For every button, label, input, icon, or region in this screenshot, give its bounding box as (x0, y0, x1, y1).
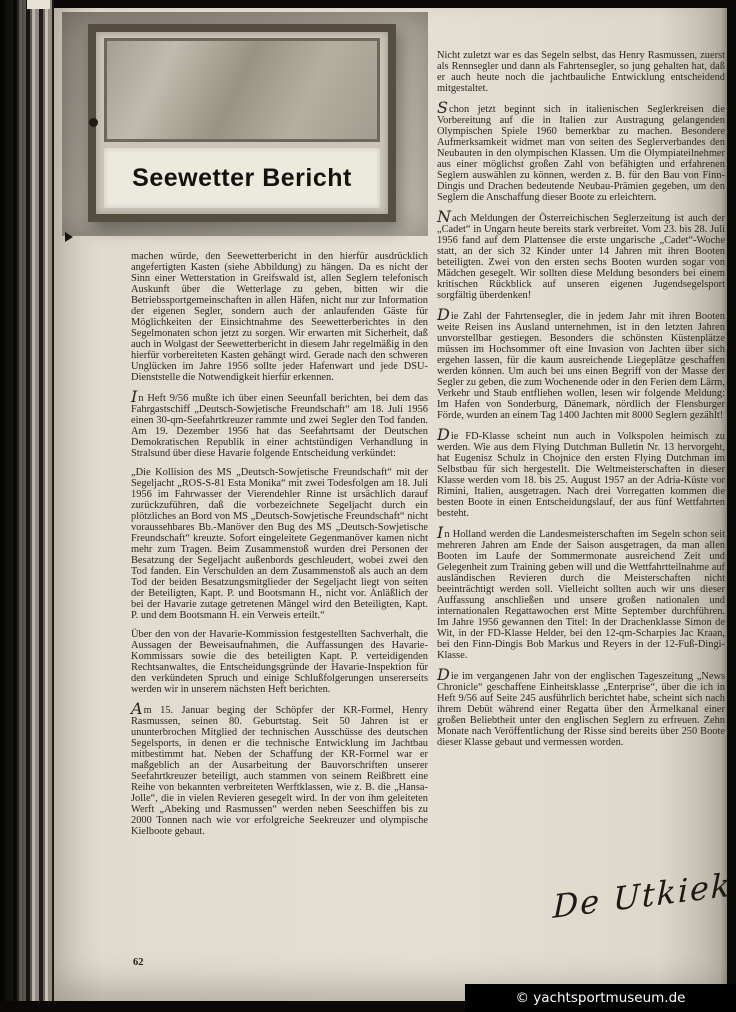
paragraph: Nicht zuletzt war es das Segeln selbst, das Henry Rasmussen, zuerst als Rennsegler und dann als Fahrtensegler, so jung gehalten hat, daß er auch heute noch die jachtbauliche Entwicklung entscheidend mitgestaltet. (437, 50, 725, 94)
drop-cap: S (437, 98, 448, 117)
drop-cap: I (437, 523, 444, 542)
paragraph: „Die Kollision des MS „Deutsch-Sowjetische Freundschaft“ mit der Segeljacht „ROS-S-81 Esta Monika“ mit zwei Todesfolgen am 18. Juli 1956 im Fahrwasser der Vierendehler Rinne ist ursächlich darauf zurückzuführen, daß die vorbezeichnete Segeljacht durch ein plötzliches an Bord von MS „Deutsch-Sowjetische Freundschaft“ nicht voraussehbares Bb.-Manöver den Bug des MS „Deutsch-Sowjetische Freundschaft“ kreuzte. Sofort eingeleitete Gegenmanöver kamen nicht mehr zum Tragen. Beim Zusammenstoß wurden drei Personen der Besatzung der Segeljacht außenbords geschleudert, wobei zwei den Tod fanden. Ein Verschulden an dem Zusammenstoß als auch an dem Tod der beiden Besatzungsmitglieder der Segeljacht liegt von seiten der Beteiligten, Kapt. P. und Bootsmann H., nicht vor. Anläßlich der bei der Havarie zutage getretenen Mängel wird den Beteiligten, Kapt. P. und dem Bootsmann H. ein Verweis erteilt.“ (131, 467, 428, 621)
seewetter-photo (62, 12, 428, 236)
magazine-page (54, 8, 733, 1002)
drop-cap: A (131, 699, 143, 718)
paragraph: In Heft 9/56 mußte ich über einen Seeunfall berichten, bei dem das Fahrgastschiff „Deutsch-Sowjetische Freundschaft“ am 18. Juli 1956 einen 30-qm-Seefahrtkreuzer rammte und zwei Segler den Tod fanden. Am 19. Dezember 1956 hat das Seefahrtsamt der Deutschen Demokratischen Republik in einer achtstündigen Verhandlung in Stralsund über diese Havarie folgende Entscheidung verkündet: (131, 387, 428, 459)
seewetter-box (88, 24, 396, 222)
drop-cap: I (131, 387, 138, 406)
paragraph: Über den von der Havarie-Kommission festgestellten Sachverhalt, die Aussagen der Beweisaufnahmen, die Auffassungen des Havarie-Kommissars sowie die des beteiligten Kapt. P. verteidigenden Rechtsanwaltes, die Entscheidungsgründe der Havarie-Inspektion für den verkündeten Spruch und einige Schlußfolgerungen unsererseits werden wir in unserem nächsten Heft berichten. (131, 629, 428, 695)
signature: De Utkiek (552, 865, 733, 926)
paragraph: machen würde, den Seewetterbericht in den hierfür ausdrücklich angefertigten Kasten (siehe Abbildung) zu hängen. Da es nicht der Sinn einer Wetterstation in Greifswald ist, allen Seglern telefonisch Auskunft über die Wetterlage zu geben, bitten wir die Betriebssportgemeinschaften in allen Häfen, nicht nur zur Information der eigenen Segler, sondern auch der anlaufenden Gäste für Möglichkeiten der Einsichtnahme des Seewetterberichtes in den Segelmonaten schon jetzt zu sorgen. Wir erwarten mit Sicherheit, daß auch in Wolgast der Seewetterbericht in diesem Jahr regelmäßig in den hierfür vorbereiteten Kasten gehängt wird. Gerade nach den schweren Unglücken im Jahre 1956 sollte jeder Hafenwart und jede DSU-Dienststelle die Notwendigkeit hierfür erkennen. (131, 251, 428, 383)
photo-corner-mark (65, 232, 73, 242)
page-number: 62 (133, 957, 144, 968)
left-column (131, 251, 428, 845)
paragraph: Die Zahl der Fahrtensegler, die in jedem Jahr mit ihren Booten weite Reisen ins Ausland unternehmen, ist in den letzten Jahren unvorstellbar gestiegen. Besonders die schönsten Küstenplätze müssen im Hochsommer oft eine Invasion von Jachten über sich ergehen lassen, für die kaum ausreichende Liegeplätze geschaffen werden können. Um auch bei uns einen Begriff von der Masse der Segler zu geben, die zum Wochenende oder in den Ferien dem Lärm, Verkehr und Staub entfliehen wollen, lesen wir folgende Meldung: Im Hafen von Sonderburg, Dänemark, nördlich der Flensburger Förde, wurden an einem Tag 1400 Jachten mit 8000 Seglern gezählt! (437, 305, 725, 421)
box-glass-window (104, 38, 380, 142)
watermark-text: © yachtsportmuseum.de (515, 990, 686, 1006)
page-edge-highlight (27, 0, 50, 9)
paragraph: Nach Meldungen der Österreichischen Seglerzeitung ist auch der „Cadet“ in Ungarn heute bereits stark verbreitet. Vom 23. bis 28. Juli 1956 fand auf dem Plattensee die erste ungarische „Cadet“-Woche statt, an der sich 32 Kinder unter 14 Jahren mit ihren Booten beteiligten. Zwei von den ersten sechs Booten wurden sogar von Mädchen gesegelt. Wir sollten diese Meldung besonders bei einem kritischen Rückblick auf unseren eigenen Jugendsegelsport sorgfältig überdenken! (437, 207, 725, 301)
right-column (437, 50, 725, 756)
box-sign (104, 148, 380, 208)
drop-cap: D (437, 305, 450, 324)
drop-cap: D (437, 665, 450, 684)
drop-cap: D (437, 425, 450, 444)
box-lock-knob (89, 118, 98, 127)
paragraph: Die im vergangenen Jahr von der englischen Tageszeitung „News Chronicle“ geschaffene Einheitsklasse „Enterprise“, über die ich in Heft 9/56 auf Seite 245 ausführlich berichtet habe, scheint sich nach ihrem Debüt während einer Regatta über den Ärmelkanal einer großen Beliebtheit unter den englischen Seglern zu erfreuen. Zehn Monate nach Veröffentlichung der Risse sind bereits über 250 Boote dieser Klasse gebaut und vermessen worden. (437, 665, 725, 748)
watermark-bar (465, 984, 736, 1012)
paragraph: Die FD-Klasse scheint nun auch in Volkspolen heimisch zu werden. Wie aus dem Flying Dutchman Bulletin Nr. 13 hervorgeht, hat Eugenisz Schulz in Chojnice den ersten Flying Dutchman im Selbstbau für sich hergestellt. Die Weltmeisterschaften in dieser Klasse werden vom 18. bis 25. August 1957 an der Adria-Küste vor Rimini, Italien, ausgetragen. Nach drei Vorregatten kommen die besten Boote in einen Entscheidungslauf, der aus fünf Wettfahrten besteht. (437, 425, 725, 519)
box-sign-text: Seewetter Bericht (132, 163, 352, 192)
drop-cap: N (437, 207, 451, 226)
paragraph: In Holland werden die Landesmeisterschaften im Segeln schon seit mehreren Jahren am Ende der Saison ausgetragen, da man allen Booten im Laufe der Sommermonate ausreichend Zeit und Gelegenheit zum Training geben will und die Wettfahrtteilnahme auf ausländischen Revieren durch die Meisterschaften nicht beeinträchtigt werden soll. Vielleicht sollten auch wir uns dieser Auffassung anschließen und unsere großen nationalen und internationalen Regattawochen erst Mitte September durchführen. Im Jahre 1956 gewannen den Titel: In der Drachenklasse Simon de Wit, in der FD-Klasse Helder, bei den 12-qm-Scharpies Jac Kraan, bei den Finn-Dingis Bob Markus und Reyers in der 12-Fuß-Dingi-Klasse. (437, 523, 725, 661)
paragraph: Am 15. Januar beging der Schöpfer der KR-Formel, Henry Rasmussen, seinen 80. Geburtstag. Seit 50 Jahren ist er ununterbrochen Mitglied der technischen Ausschüsse des deutschen Segelsports, in denen er die technische Entwicklung im Jachtbau mitbestimmt hat. Neben der Schaffung der KR-Formel war er maßgeblich an der Ausarbeitung der Bauvorschriften unserer Seefahrtkreuzer beteiligt, auch stammen von seinem Reißbrett eine Reihe von bekannten verbreiteten Werftklassen, wie z. B. die „Hansa-Jolle“, die in vielen Revieren gesegelt wird. In der von ihm geleiteten Werft „Abeking und Rasmussen“ werden neben Seeschiffen bis zu 2000 Tonnen nach wie vor erfolgreiche Seekreuzer und olympische Kielboote gebaut. (131, 699, 428, 837)
paragraph: Schon jetzt beginnt sich in italienischen Seglerkreisen die Vorbereitung auf die in Italien zur Austragung gelangenden Olympischen Spiele 1960 bemerkbar zu machen. Besondere Aufmerksamkeit widmet man von seiten des Seglerverbandes den Neubauten in den olympischen Klassen. Um die Olympiateilnehmer aus einer möglichst großen Zahl von befähigten und erfahrenen Seglern auswählen zu können, werden z. B. für den Bau von Finn-Dingis und Drachen bedeutende Neubau-Prämien gegeben, um den Seglern die Anschaffung dieser Boote zu erleichtern. (437, 98, 725, 203)
book-page-edges (0, 0, 54, 1012)
